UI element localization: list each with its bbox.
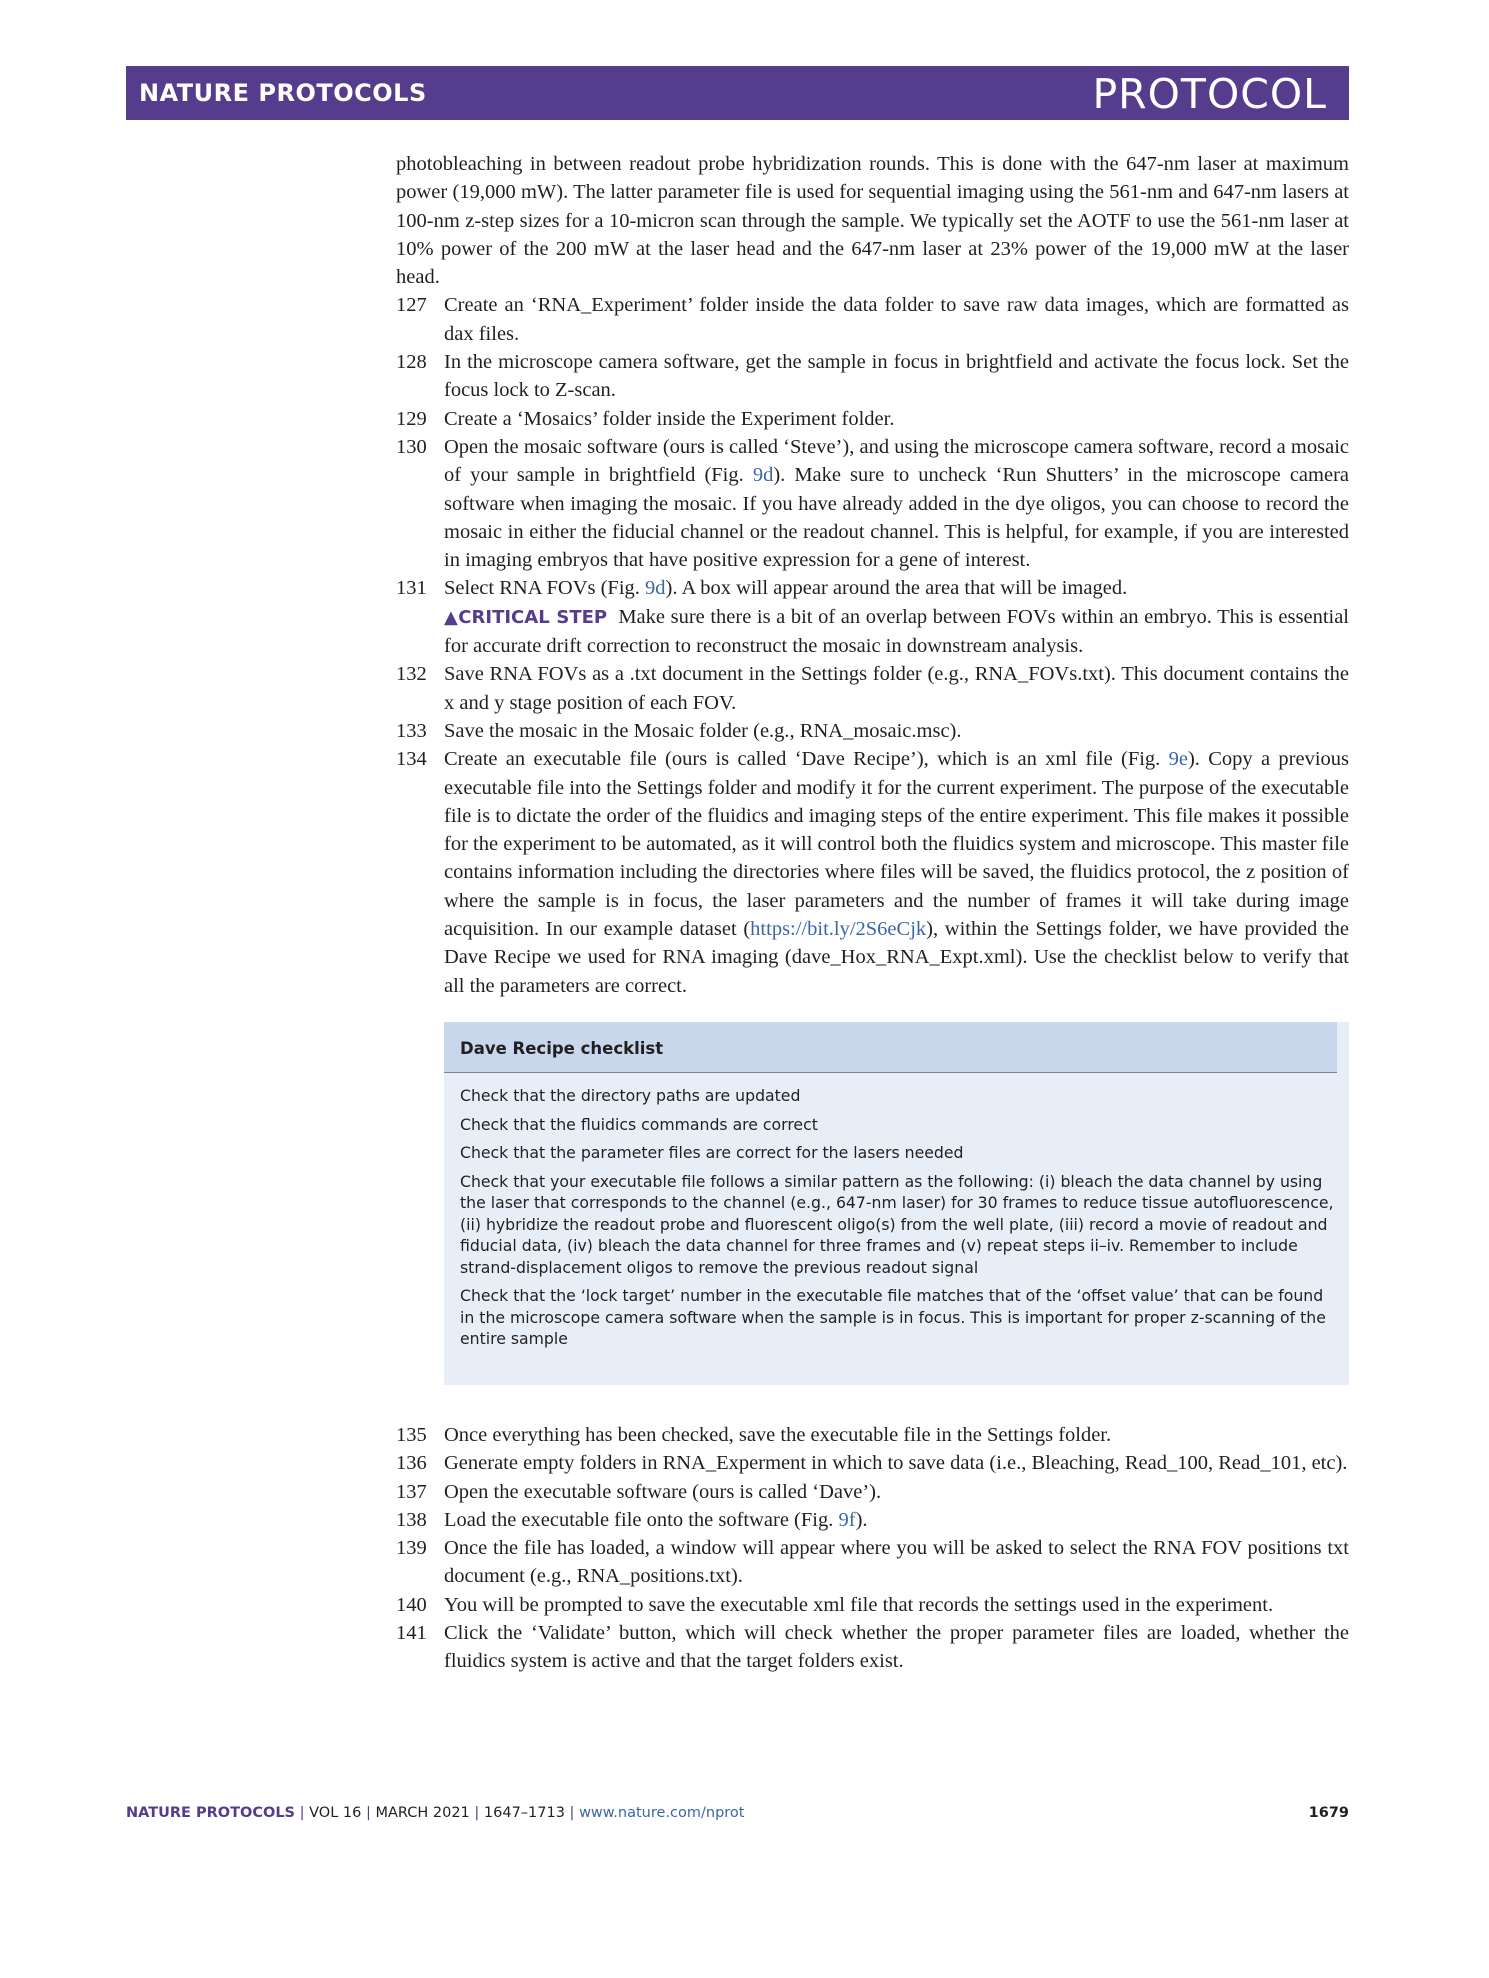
- step-text: Open the executable software (ours is called ‘Dave’).: [444, 1480, 882, 1503]
- checklist-item: Check that the directory paths are updated: [460, 1086, 801, 1106]
- critical-step-label: ▲CRITICAL STEP: [444, 606, 608, 628]
- checklist-wrapper: [396, 1022, 1349, 1385]
- step-text: Create an ‘RNA_Experiment’ folder inside the data folder to save raw data images, which are formatted as dax files.: [444, 294, 1349, 345]
- steps-list: [396, 1421, 1349, 1506]
- checklist-item: Check that your executable file follows a similar pattern as the following: (i) bleach the data channel by using the laser that corresponds to the channel (e.g., 647-nm laser) for 30 frames to reduce tissue autofluorescence, (ii) hybridize the readout probe and fluorescent oligo(s) from the well plate, (iii) record a movie of readout and fiducial data, (iv) bleach the data channel for three frames and (v) repeat steps ii–iv. Remember to include strand-displacement oligos to remove the previous readout signal: [460, 1171, 1334, 1277]
- step-128: [396, 348, 1349, 405]
- step-text: In the microscope camera software, get the sample in focus in brightfield and activate the focus lock. Set the focus lock to Z-scan.: [444, 351, 1349, 402]
- step-text: Once everything has been checked, save the executable file in the Settings folder.: [444, 1423, 1112, 1446]
- step-text: ).: [855, 1508, 868, 1531]
- critical-step: [396, 603, 1349, 661]
- steps-list: [396, 660, 1349, 745]
- step-number: 132: [396, 663, 427, 686]
- step-text: ), within the Settings folder, we have provided the Dave Recipe we used for RNA imaging (dave_Hox_RNA_Expt.xml). Use the checklist below to verify that all the parameters are correct.: [444, 918, 1349, 997]
- figure-link-9e[interactable]: 9e: [1168, 748, 1188, 771]
- step-137: [396, 1478, 1349, 1506]
- figure-link-9d[interactable]: 9d: [752, 464, 774, 487]
- step-139: [396, 1534, 1349, 1591]
- step-number: 131: [396, 577, 427, 600]
- step-text: Once the file has loaded, a window will appear where you will be asked to select the RNA FOV positions txt document (e.g., RNA_positions.txt).: [444, 1537, 1349, 1588]
- step-number: 137: [396, 1480, 427, 1503]
- step-text: Click the ‘Validate’ button, which will check whether the proper parameter files are loaded, whether the fluidics system is active and that the target folders exist.: [444, 1621, 1349, 1673]
- step-number: 129: [396, 407, 427, 430]
- step-number: 138: [396, 1508, 427, 1531]
- step-text: You will be prompted to save the executable xml file that records the settings used in the experiment.: [444, 1593, 1274, 1616]
- step-number: 134: [396, 748, 427, 771]
- footer-date: MARCH 2021: [375, 1805, 470, 1821]
- footer-url-link[interactable]: www.nature.com/nprot: [579, 1805, 745, 1821]
- page-footer: NATURE PROTOCOLS | VOL 16 | MARCH 2021 | 1647–1713 | www.nature.com/nprot 1679: [126, 1805, 1349, 1821]
- step-text: ). Copy a previous executable file into the Settings folder and modify it for the current experiment. The purpose of the executable file is to dictate the order of the fluidics and imaging steps of the entire experiment. This file makes it possible for the experiment to be automated, as it will control both the fluidics system and microscope. This master file contains information including the directories where files will be saved, the fluidics protocol, the z position of where the sample is in focus, the laser parameters and the number of frames it will take during image acquisition. In our example dataset (: [444, 748, 1349, 941]
- checklist-item: Check that the fluidics commands are correct: [460, 1114, 818, 1134]
- footer-journal: NATURE PROTOCOLS: [126, 1805, 296, 1821]
- step-136: [396, 1449, 1349, 1477]
- step-number: 141: [396, 1621, 427, 1644]
- step-text: ). A box will appear around the area that will be imaged.: [665, 577, 1128, 600]
- checklist-box: [444, 1022, 1349, 1385]
- intro-paragraph: photobleaching in between readout probe hybridization rounds. This is done with the 647-nm laser at maximum power (19,000 mW). The latter parameter file is used for sequential imaging using the 561-nm and 647-nm lasers at 100-nm z-step sizes for a 10-micron scan through the sample. We typically set the AOTF to use the 561-nm laser at 10% power of the 200 mW at the laser head and the 647-nm laser at 23% power of the 19,000 mW at the laser head.: [396, 153, 1349, 289]
- step-number: 140: [396, 1593, 427, 1616]
- journal-name: NATURE PROTOCOLS: [139, 79, 427, 107]
- step-131: [396, 574, 1349, 602]
- checklist-title-text: Dave Recipe checklist: [460, 1038, 664, 1058]
- step-text: Create a ‘Mosaics’ folder inside the Experiment folder.: [444, 407, 895, 430]
- dataset-link[interactable]: https://bit.ly/2S6eCjk: [750, 918, 927, 941]
- step-text: Generate empty folders in RNA_Experment in which to save data (i.e., Bleaching, Read_100, Read_101, etc).: [444, 1452, 1348, 1475]
- step-number: 139: [396, 1537, 427, 1560]
- footer-volume: VOL 16: [309, 1805, 362, 1821]
- steps-list: [396, 1534, 1349, 1675]
- step-text: Load the executable file onto the software (Fig.: [444, 1508, 839, 1531]
- step-text: Save RNA FOVs as a .txt document in the Settings folder (e.g., RNA_FOVs.txt). This document contains the x and y stage position of each FOV.: [444, 663, 1349, 714]
- step-127: [396, 291, 1349, 348]
- step-text: ). Make sure to uncheck ‘Run Shutters’ in the microscope camera software when imaging the mosaic. If you have already added in the dye oligos, you can choose to record the mosaic in either the fiducial channel or the readout channel. This is helpful, for example, if you are interested in imaging embryos that have positive expression for a gene of interest.: [444, 464, 1349, 572]
- checklist-title: [444, 1022, 1337, 1074]
- checklist-items: [444, 1073, 1349, 1350]
- step-133: [396, 717, 1349, 745]
- step-number: 135: [396, 1423, 427, 1446]
- checklist-item: Check that the ‘lock target’ number in the executable file matches that of the ‘offset value’ that can be found in the microscope camera software when the sample is in focus. This is important for proper z-scanning of the entire sample: [460, 1286, 1326, 1349]
- critical-step-text: Make sure there is a bit of an overlap between FOVs within an embryo. This is essential for accurate drift correction to reconstruct the mosaic in downstream analysis.: [444, 605, 1350, 658]
- checklist-item: Check that the parameter files are correct for the lasers needed: [460, 1143, 964, 1163]
- figure-link-9f[interactable]: 9f: [838, 1508, 856, 1531]
- figure-link-9d[interactable]: 9d: [645, 577, 666, 600]
- step-number: 136: [396, 1452, 427, 1475]
- steps-list: [396, 291, 1349, 432]
- step-text: Select RNA FOVs (Fig.: [444, 577, 646, 600]
- article-body: [396, 150, 1349, 1676]
- step-138: [396, 1506, 1349, 1534]
- step-141: [396, 1619, 1349, 1676]
- step-number: 130: [396, 435, 427, 458]
- step-number: 128: [396, 351, 427, 374]
- article-type: PROTOCOL: [1092, 70, 1327, 118]
- step-number: 127: [396, 294, 427, 317]
- step-number: 133: [396, 719, 427, 742]
- step-text: Save the mosaic in the Mosaic folder (e.g., RNA_mosaic.msc).: [444, 719, 962, 742]
- step-130: [396, 433, 1349, 574]
- footer-pages: 1647–1713: [483, 1805, 565, 1821]
- step-135: [396, 1421, 1349, 1449]
- step-129: [396, 405, 1349, 433]
- page-number: 1679: [1308, 1805, 1349, 1821]
- step-132: [396, 660, 1349, 717]
- header-banner: [126, 66, 1349, 120]
- step-text: Create an executable file (ours is called ‘Dave Recipe’), which is an xml file (Fig.: [444, 748, 1169, 771]
- step-140: [396, 1591, 1349, 1619]
- step-text: Open the mosaic software (ours is called ‘Steve’), and using the microscope camera software, record a mosaic of your sample in brightfield (Fig.: [444, 435, 1349, 487]
- step-134: [396, 745, 1349, 1000]
